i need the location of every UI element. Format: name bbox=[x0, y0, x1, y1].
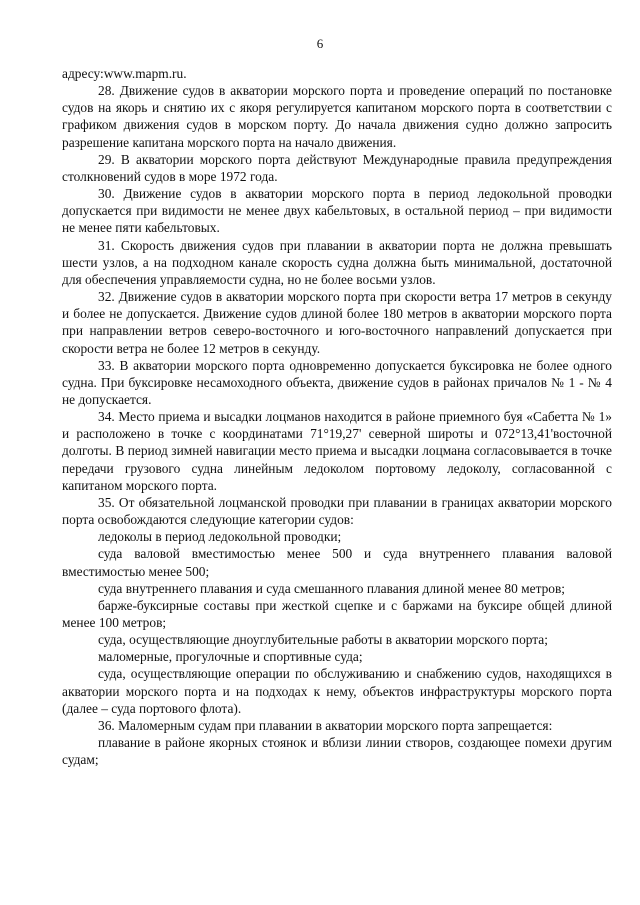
paragraph-30: 30. Движение судов в акватории морского порта в период ледокольной проводки допускается при видимости не менее двух кабельтовых, в остальной период – при видимости не менее пяти кабельтовых. bbox=[62, 186, 612, 236]
paragraph-28: 28. Движение судов в акватории морского порта и проведение операций по постановке судов на якорь и снятию их с якоря регулируется капитаном морского порта в соответствии с графиком движения судов в морском порту. До начала движения судно должно запросить разрешение капитана морского порта на начало движения. bbox=[62, 83, 612, 150]
list-item: ледоколы в период ледокольной проводки; bbox=[98, 529, 342, 545]
paragraph-29: 29. В акватории морского порта действуют Международные правила предупреждения столкновений судов в море 1972 года. bbox=[62, 151, 612, 184]
paragraph-35: 35. От обязательной лоцманской проводки при плавании в границах акватории морского порта освобождаются следующие категории судов: bbox=[62, 494, 612, 528]
list-item: суда валовой вместимостью менее 500 и суда внутреннего плавания валовой вместимостью менее 500; bbox=[62, 546, 612, 579]
paragraph-36: 36. Маломерным судам при плавании в акватории морского порта запрещается: bbox=[98, 717, 553, 733]
document-body bbox=[62, 65, 612, 768]
list-item: плавание в районе якорных стоянок и вблизи линии створов, создающее помехи другим судам; bbox=[62, 735, 612, 768]
list-item: маломерные, прогулочные и спортивные суда; bbox=[98, 649, 363, 665]
page-number: 6 bbox=[316, 36, 324, 51]
list-item: суда внутреннего плавания и суда смешанного плавания длиной менее 80 метров; bbox=[98, 580, 566, 596]
paragraph-33: 33. В акватории морского порта одновременно допускается буксировка не более одного судна. При буксировке несамоходного объекта, движение судов в районах причалов № 1 - № 4 не допускается. bbox=[62, 357, 612, 407]
list-item: барже-буксирные составы при жесткой сцепке и с баржами на буксире общей длиной менее 100 метров; bbox=[62, 597, 612, 630]
paragraph-34: 34. Место приема и высадки лоцманов находится в районе приемного буя «Сабетта № 1» и расположено в точке с координатами 71°19,27' северной широты и 072°13,41'восточной долготы. В период зимней навигации место приема и высадки лоцмана согласовывается в точке передачи грузового судна линейным ледоколом портовому ледоколу, согласованной с капитаном морского порта. bbox=[62, 409, 612, 493]
paragraph-31: 31. Скорость движения судов при плавании в акватории порта не должна превышать шести узлов, а на подходном канале скорость судна должна быть минимальной, достаточной для обеспечения управляемости судна, но не более восьми узлов. bbox=[62, 237, 612, 287]
list-item: суда, осуществляющие операции по обслуживанию и снабжению судов, находящихся в акватории морского порта и на подходах к нему, объектов инфраструктуры морского порта (далее – суда портового флота). bbox=[62, 666, 612, 716]
paragraph-32: 32. Движение судов в акватории морского порта при скорости ветра 17 метров в секунду и более не допускается. Движение судов длиной более 180 метров в акватории морского порта при направлении ветров северо-восточного и юго-восточного направлений допускается при скорости ветра не более 12 метров в секунду. bbox=[62, 289, 612, 356]
paragraph-website: адресу:www.mapm.ru. bbox=[62, 66, 187, 81]
list-item: суда, осуществляющие дноуглубительные работы в акватории морского порта; bbox=[98, 632, 548, 648]
